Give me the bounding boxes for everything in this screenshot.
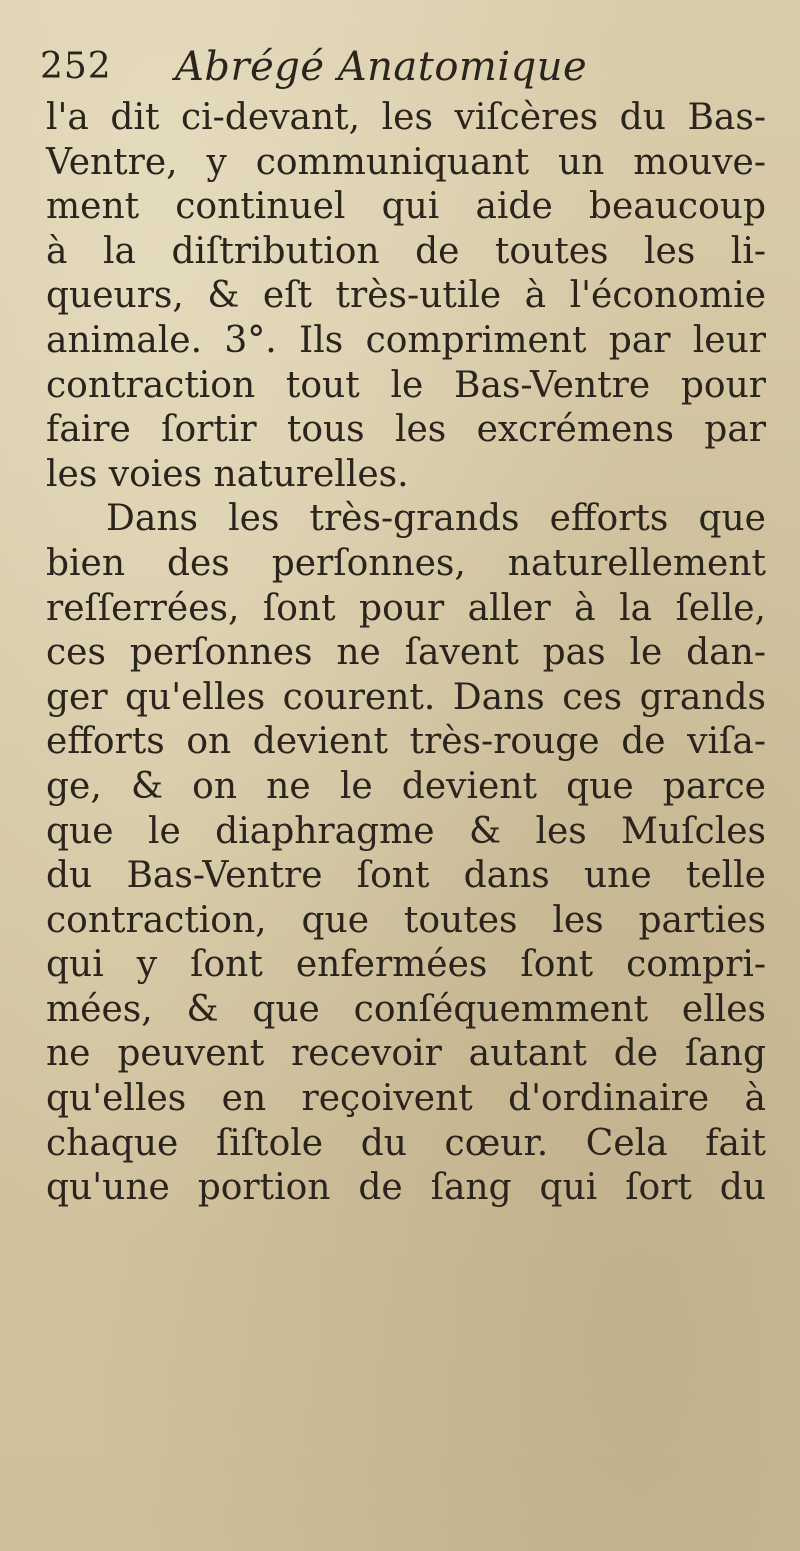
text-line: queurs, & eſt très-utile à l'économie: [46, 275, 766, 317]
text-line: faire ſortir tous les excrémens par: [46, 409, 766, 451]
text-line: que le diaphragme & les Muſcles: [46, 810, 766, 852]
running-title: Abrégé Anatomique: [175, 44, 588, 90]
text-line: contraction tout le Bas-Ventre pour: [46, 364, 766, 406]
text-line: ces perſonnes ne ſavent pas le dan-: [46, 632, 766, 674]
page-header: [40, 44, 760, 100]
text-line: qui y ſont enfermées ſont compri-: [46, 944, 766, 986]
text-line: bien des perſonnes, naturellement: [46, 542, 766, 584]
text-line: contraction, que toutes les parties: [46, 899, 766, 941]
page-number: 252: [40, 46, 112, 87]
text-line: Ventre, y communiquant un mouve-: [46, 141, 766, 183]
text-line: ge, & on ne le devient que parce: [46, 765, 766, 807]
text-line: qu'une portion de ſang qui ſort du: [46, 1167, 766, 1209]
text-line: mées, & que conſéquemment elles: [46, 988, 766, 1030]
text-line: ment continuel qui aide beaucoup: [46, 186, 766, 228]
text-line: du Bas-Ventre ſont dans une telle: [46, 855, 766, 897]
text-line: l'a dit ci-devant, les viſcères du Bas-: [46, 97, 766, 138]
text-line: qu'elles en reçoivent d'ordinaire à: [46, 1078, 766, 1120]
text-line: efforts on devient très-rouge de viſa-: [46, 721, 766, 763]
text-line: ger qu'elles courent. Dans ces grands: [46, 676, 766, 718]
text-line: ne peuvent recevoir autant de ſang: [46, 1033, 766, 1075]
text-line: à la diſtribution de toutes les li-: [46, 230, 766, 272]
body-text: [46, 96, 766, 1211]
text-line: les voies naturelles.: [46, 453, 409, 495]
text-line: chaque ſiſtole du cœur. Cela fait: [46, 1122, 766, 1164]
text-line: animale. 3°. Ils compriment par leur: [46, 319, 766, 361]
paragraph-start-line: Dans les très-grands efforts que: [106, 498, 766, 540]
text-line: reſſerrées, ſont pour aller à la ſelle,: [46, 587, 766, 629]
